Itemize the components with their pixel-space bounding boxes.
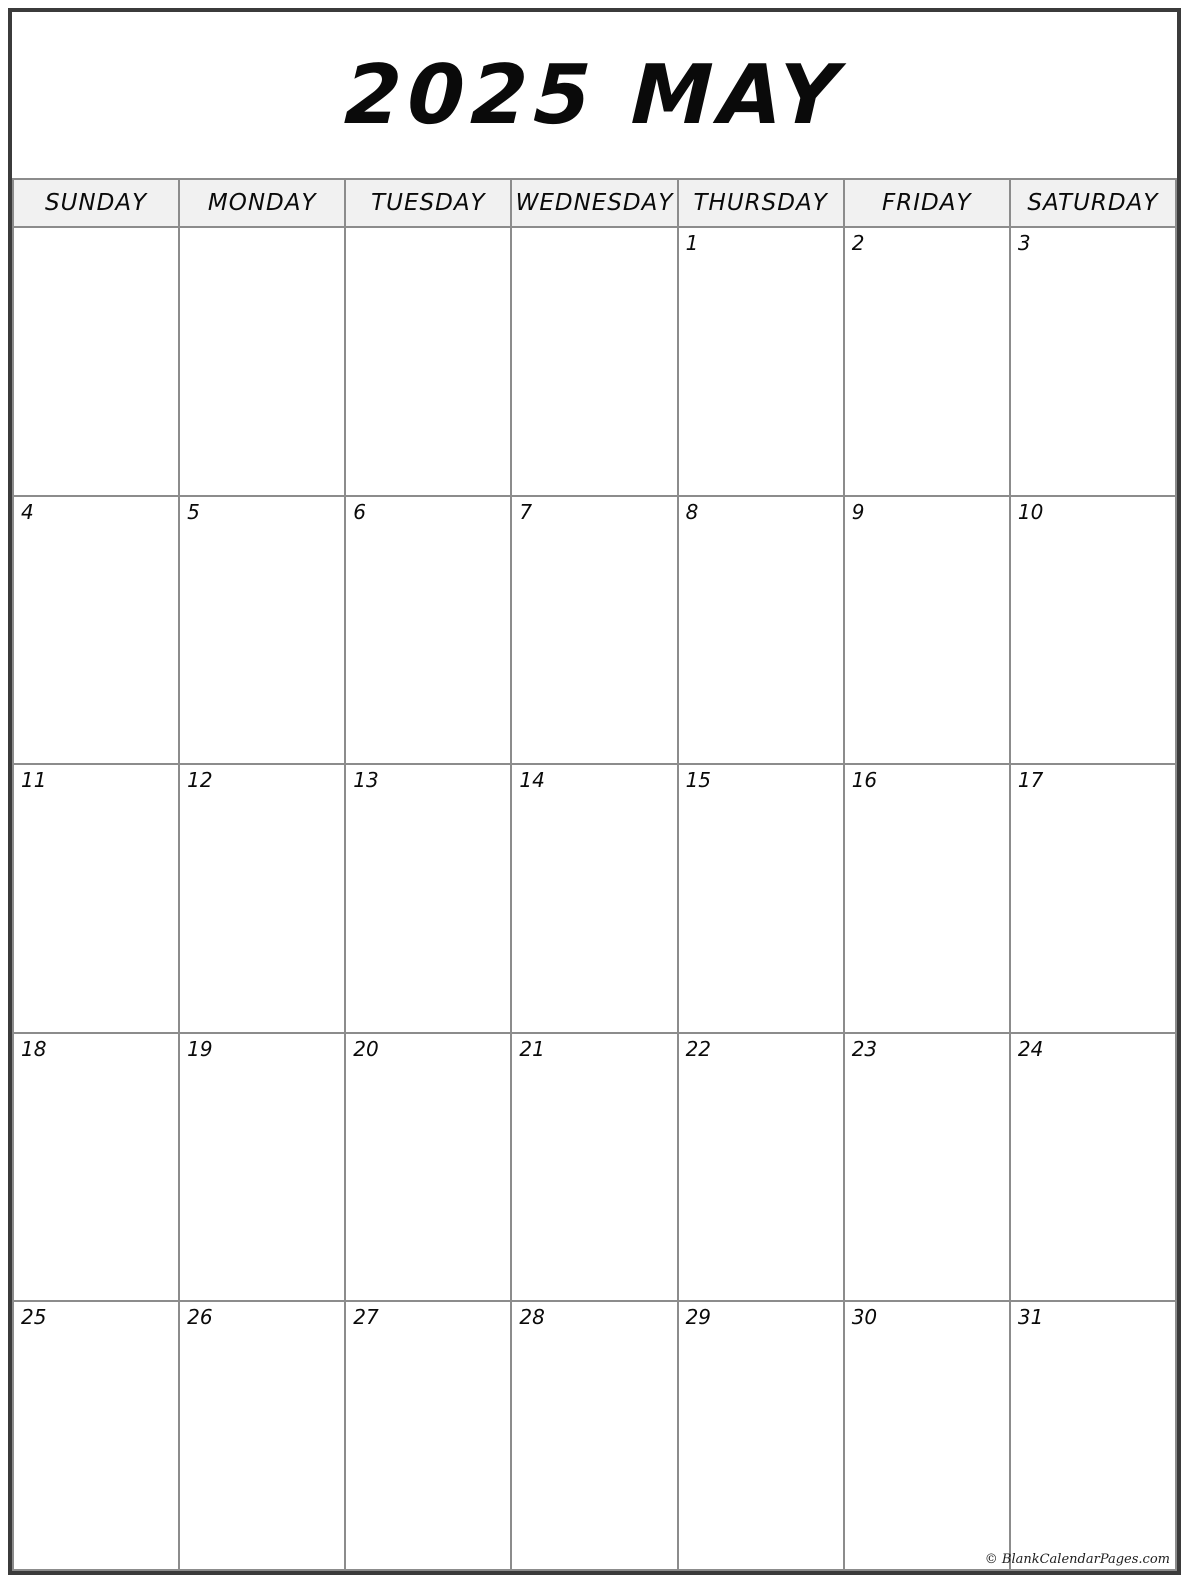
day-number: 19 xyxy=(187,1036,213,1061)
day-cell xyxy=(1011,497,1175,764)
day-cell xyxy=(845,765,1009,1032)
day-number: 17 xyxy=(1017,768,1044,793)
day-cell xyxy=(845,1302,1009,1569)
day-cell xyxy=(14,228,178,495)
week-row xyxy=(14,1034,1175,1301)
day-cell xyxy=(512,1302,676,1569)
day-number: 6 xyxy=(353,499,367,524)
day-cell xyxy=(512,228,676,495)
day-cell xyxy=(512,497,676,764)
day-number: 5 xyxy=(187,499,200,524)
calendar-page xyxy=(8,8,1181,1575)
day-cell xyxy=(1011,228,1175,495)
day-cell xyxy=(346,497,510,764)
day-number: 27 xyxy=(353,1305,379,1330)
day-number: 7 xyxy=(519,499,533,524)
week-row xyxy=(14,765,1175,1032)
day-number: 20 xyxy=(353,1036,379,1061)
day-number: 4 xyxy=(21,499,34,524)
day-cell xyxy=(180,765,344,1032)
weekday-header: FRIDAY xyxy=(845,180,1009,226)
calendar-grid xyxy=(12,178,1177,1571)
day-cell xyxy=(346,765,510,1032)
day-number: 21 xyxy=(519,1036,545,1061)
day-cell xyxy=(845,1034,1009,1301)
weekday-header: THURSDAY xyxy=(679,180,843,226)
day-cell xyxy=(180,1302,344,1569)
day-number: 15 xyxy=(685,768,712,793)
day-number: 18 xyxy=(21,1036,47,1061)
week-row xyxy=(14,228,1175,495)
day-cell xyxy=(14,1302,178,1569)
day-cell xyxy=(679,1302,843,1569)
day-number: 9 xyxy=(851,499,865,524)
weekday-header: MONDAY xyxy=(180,180,344,226)
day-cell xyxy=(1011,1034,1175,1301)
day-number: 30 xyxy=(851,1305,878,1330)
day-number: 25 xyxy=(21,1305,47,1330)
day-number: 26 xyxy=(187,1305,213,1330)
day-number: 29 xyxy=(685,1305,712,1330)
watermark: © BlankCalendarPages.com xyxy=(984,1551,1170,1567)
day-number: 16 xyxy=(851,768,878,793)
day-cell xyxy=(14,497,178,764)
weekday-header-row xyxy=(14,180,1175,226)
weekday-header: TUESDAY xyxy=(346,180,510,226)
day-cell xyxy=(346,1034,510,1301)
week-row xyxy=(14,497,1175,764)
day-number: 13 xyxy=(353,768,379,793)
weekday-header: SATURDAY xyxy=(1011,180,1175,226)
day-cell xyxy=(1011,765,1175,1032)
day-cell xyxy=(679,497,843,764)
day-cell xyxy=(512,765,676,1032)
day-number: 2 xyxy=(851,231,865,255)
day-cell xyxy=(180,228,344,495)
day-cell xyxy=(679,228,843,495)
calendar-title: 2025 MAY xyxy=(342,47,847,143)
day-cell xyxy=(845,497,1009,764)
day-cell xyxy=(679,765,843,1032)
day-number: 10 xyxy=(1017,499,1044,524)
day-cell xyxy=(984,1302,1175,1569)
day-number: 3 xyxy=(1017,231,1031,255)
day-number: 28 xyxy=(519,1305,545,1330)
day-cell xyxy=(679,1034,843,1301)
day-cell xyxy=(180,1034,344,1301)
weekday-header: WEDNESDAY xyxy=(512,180,676,226)
day-cell xyxy=(346,228,510,495)
week-row xyxy=(14,1302,1175,1569)
day-number: 8 xyxy=(685,499,699,524)
day-number: 14 xyxy=(519,768,545,793)
day-cell xyxy=(845,228,1009,495)
day-cell xyxy=(180,497,344,764)
day-number: 12 xyxy=(187,768,213,793)
day-cell xyxy=(346,1302,510,1569)
day-number: 11 xyxy=(21,768,47,793)
day-cell xyxy=(14,1034,178,1301)
day-number: 23 xyxy=(851,1036,878,1061)
day-number: 1 xyxy=(685,231,699,255)
day-number: 22 xyxy=(685,1036,712,1061)
day-cell xyxy=(512,1034,676,1301)
day-number: 24 xyxy=(1017,1036,1044,1061)
day-number: 31 xyxy=(1017,1305,1044,1330)
day-cell xyxy=(14,765,178,1032)
weekday-header: SUNDAY xyxy=(14,180,178,226)
